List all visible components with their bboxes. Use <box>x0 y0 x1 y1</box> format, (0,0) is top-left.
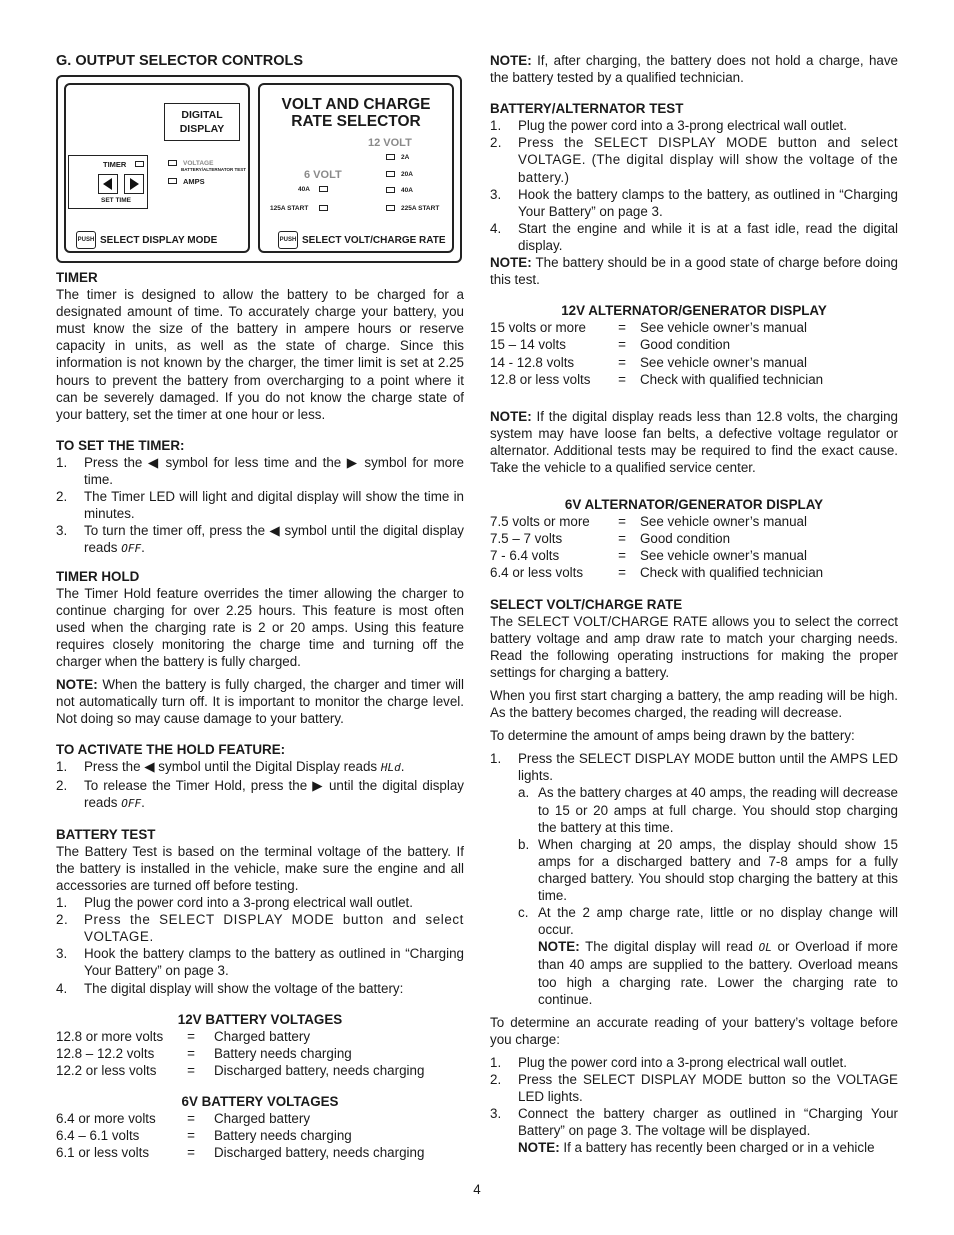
12-volt-label: 12 VOLT <box>368 137 412 149</box>
display-code: OFF <box>121 542 142 556</box>
list-item: 3. Connect the battery charger as outlined in “Charging Your Battery” on page 3. The voltage will be displayed. NOTE: If a battery has recently been charged or in a vehicle <box>490 1106 898 1156</box>
amps-label: AMPS <box>183 177 205 186</box>
list-item: b. When charging at 20 amps, the display should show 15 amps for a discharged battery and 7-8 amps for a fully charged battery. You should stop charging the battery at this time. <box>518 836 898 904</box>
6v-alternator-display-table <box>490 513 898 581</box>
note-low-voltage: NOTE: If the digital display reads less than 12.8 volts, the charging system may have loose fan belts, a defective voltage regulator or alternator. Additional tests may be required to find the exact cause. Take the vehicle to a qualified service center. <box>490 408 898 475</box>
40a-12v-led <box>386 187 395 193</box>
list-item: 1. Plug the power cord into a 3-prong electrical wall outlet. <box>56 895 413 911</box>
battery-alternator-test-label: BATTERY/ALTERNATOR TEST <box>181 167 246 172</box>
table-row: 6.4 or less volts = Check with qualified technician <box>490 565 824 581</box>
12v-alternator-display-table <box>490 319 898 387</box>
timer-text: The timer is designed to allow the battery to be charged for a designated amount of time. To accurately charge your battery, you must know the size of the battery in ampere hours or reserve capacity in units, as well as the state of charge. Since this information is not known by the charger, the timer limit is set at 2.25 hours to prevent the battery from overcharging to a point where it can be severely damaged. If you do not know the charge state of your battery, set the timer at one hour or less. <box>56 287 464 422</box>
list-item: c. At the 2 amp charge rate, little or no display change will occur. NOTE: The digital display will read OL or Overload if more than 40 amps are supplied to the battery. Overload means too high a charging rate. Lower the charging rate to continue. <box>518 905 898 1007</box>
voltage-led <box>168 160 177 166</box>
page-number: 4 <box>473 1182 481 1197</box>
list-item: 1. Press the ◀ symbol for less time and the ▶ symbol for more time. <box>56 454 464 488</box>
list-item: 2. To release the Timer Hold, press the ▶ until the digital display reads OFF. <box>56 777 464 810</box>
section-title: G. OUTPUT SELECTOR CONTROLS <box>56 53 304 69</box>
select-display-mode-push-button[interactable]: PUSH <box>76 231 96 249</box>
list-item: 4. Start the engine and while it is at a fast idle, read the digital display. <box>490 220 898 253</box>
125a-start-led <box>319 205 328 211</box>
12v-alternator-display-title: 12V ALTERNATOR/GENERATOR DISPLAY <box>561 303 827 319</box>
table-row: 12.2 or less volts = Discharged battery, needs charging <box>56 1062 425 1078</box>
40a-6v-label: 40A <box>298 186 310 193</box>
voltage-steps <box>490 1054 898 1157</box>
table-row: 6.4 – 6.1 volts = Battery needs charging <box>56 1128 352 1144</box>
select-volt-charge-text-2: When you first start charging a battery, the amp reading will be high. As the battery becomes charged, the reading will decrease. <box>490 688 898 721</box>
hold-note: NOTE: When the battery is fully charged, the charger and timer will not automatically turn off. It is important to monitor the charge level. Not doing so may cause damage to your battery. <box>56 677 464 727</box>
timer-decrease-button[interactable] <box>98 174 118 194</box>
6v-battery-voltages-table <box>56 1110 464 1161</box>
225a-start-label: 225A START <box>401 205 440 212</box>
activate-hold-steps <box>56 758 464 811</box>
125a-start-label: 125A START <box>270 205 309 212</box>
12v-battery-voltages-table <box>56 1028 464 1079</box>
225a-start-led <box>386 205 395 211</box>
list-item: 4. The digital display will show the voltage of the battery: <box>56 980 404 996</box>
output-selector-panel <box>56 75 462 263</box>
amps-led <box>168 178 177 184</box>
list-item: 3. Hook the battery clamps to the battery as outlined in “Charging Your Battery” on page 3. <box>56 946 464 979</box>
note-good-state: NOTE: The battery should be in a good state of charge before doing this test. <box>490 255 898 288</box>
set-timer-steps <box>56 454 464 558</box>
right-column <box>490 52 898 1156</box>
volt-charge-panel <box>258 83 454 253</box>
list-item: 3. Hook the battery clamps to the battery, as outlined in “Charging Your Battery” on page 3. <box>490 186 898 219</box>
volt-charge-title-2: RATE SELECTOR <box>291 113 421 130</box>
6v-alternator-display-title: 6V ALTERNATOR/GENERATOR DISPLAY <box>564 497 824 513</box>
select-volt-charge-heading: SELECT VOLT/CHARGE RATE <box>490 596 683 612</box>
activate-hold-heading: TO ACTIVATE THE HOLD FEATURE: <box>56 742 286 758</box>
6v-battery-voltages-title: 6V BATTERY VOLTAGES <box>181 1094 339 1110</box>
select-display-mode-label: SELECT DISPLAY MODE <box>100 235 218 246</box>
table-row: 15 – 14 volts = Good condition <box>490 337 731 353</box>
battery-test-steps <box>56 894 464 997</box>
voltage-intro: To determine an accurate reading of your battery’s voltage before you charge: <box>490 1014 898 1047</box>
table-row: 7.5 volts or more = See vehicle owner’s manual <box>490 514 807 530</box>
list-item: 1. Plug the power cord into a 3-prong electrical wall outlet. <box>490 1054 847 1070</box>
6-volt-label: 6 VOLT <box>304 169 342 181</box>
40a-6v-led <box>319 186 328 192</box>
battery-alternator-test-steps <box>490 117 898 254</box>
battery-test-text: The Battery Test is based on the terminal voltage of the battery. If the battery is installed in the vehicle, make sure the engine and all accessories are turned off before testing. <box>56 843 464 893</box>
40a-12v-label: 40A <box>401 187 413 194</box>
table-row: 15 volts or more = See vehicle owner’s manual <box>490 320 807 336</box>
voltage-label: VOLTAGE <box>183 160 214 167</box>
digital-display-label: DIGITAL <box>181 109 223 121</box>
timer-increase-button[interactable] <box>124 174 144 194</box>
timer-label: TIMER <box>103 160 127 169</box>
table-row: 12.8 or more volts = Charged battery <box>56 1028 311 1044</box>
list-item: 2. Press the SELECT DISPLAY MODE button so the VOLTAGE LED lights. <box>490 1071 898 1105</box>
set-time-label: SET TIME <box>101 197 131 204</box>
right-arrow-icon <box>125 175 143 193</box>
battery-alternator-test-heading: BATTERY/ALTERNATOR TEST <box>490 101 684 117</box>
battery-test-heading: BATTERY TEST <box>56 826 156 842</box>
final-note: NOTE: If a battery has recently been charged or in a vehicle <box>518 1140 875 1156</box>
2a-label: 2A <box>401 154 410 161</box>
table-row: 12.8 – 12.2 volts = Battery needs charging <box>56 1045 352 1061</box>
timer-led <box>135 161 144 167</box>
overload-note: NOTE: The digital display will read OL or Overload if more than 40 amps are supplied to the battery. Overload means too high a charging rate. Lower the charging rate to continue. <box>538 939 898 1007</box>
select-volt-charge-label: SELECT VOLT/CHARGE RATE <box>302 235 446 246</box>
note-hold-charge: NOTE: If, after charging, the battery does not hold a charge, have the battery tested by a qualified technician. <box>490 53 898 86</box>
2a-led <box>386 154 395 160</box>
list-item: 1. Press the ◀ symbol until the Digital Display reads HLd. <box>56 759 405 775</box>
table-row: 14 - 12.8 volts = See vehicle owner’s manual <box>490 354 807 370</box>
table-row: 7.5 – 7 volts = Good condition <box>490 531 731 547</box>
table-row: 12.8 or less volts = Check with qualified technician <box>490 371 824 387</box>
digital-display-label-2: DISPLAY <box>179 123 225 135</box>
volt-charge-title: VOLT AND CHARGE <box>281 96 431 113</box>
20a-label: 20A <box>401 171 413 178</box>
list-item: 2. Press the SELECT DISPLAY MODE button and select VOLTAGE. (The digital display will show the voltage of the battery.) <box>490 135 898 185</box>
20a-led <box>386 171 395 177</box>
12v-battery-voltages-title: 12V BATTERY VOLTAGES <box>177 1011 343 1027</box>
display-mode-panel <box>64 83 250 253</box>
table-row: 7 - 6.4 volts = See vehicle owner’s manual <box>490 548 807 564</box>
timer-hold-text: The Timer Hold feature overrides the timer allowing the charger to continue charging for over 2.25 hours. This feature is most often used when the charging rate is 2 or 20 amps. Using this feature requires closely monitoring the charge time and turning off the charger when the battery is fully charged. <box>56 585 464 669</box>
left-arrow-icon <box>99 175 117 193</box>
table-row: 6.1 or less volts = Discharged battery, needs charging <box>56 1145 425 1161</box>
timer-heading: TIMER <box>56 270 98 285</box>
timer-hold-heading: TIMER HOLD <box>56 568 140 584</box>
table-row: 6.4 or more volts = Charged battery <box>56 1111 311 1127</box>
timer-box <box>68 155 148 209</box>
list-item: a. As the battery charges at 40 amps, the reading will decrease to 15 or 20 amps at full charge. You should stop charging the battery at this time. <box>518 785 898 835</box>
amps-steps <box>490 750 898 1007</box>
list-item: 3. To turn the timer off, press the ◀ symbol until the digital display reads OFF. <box>56 523 464 556</box>
list-item: 1. Press the SELECT DISPLAY MODE button until the AMPS LED lights. a. As the battery charges at 40 amps, the reading will decrease to 15 or 20 amps at full charge. You should stop charging the battery at this time. b. When charging at 20 amps, the display should show 15 amps for a discharged battery and 7-8 amps for a fully charged battery. You should stop charging the battery at this time. c. At the 2 amp charge rate, little or no display change will occur. NOTE: The digital display will read OL or Overload if more than 40 amps are supplied to the battery. Overload means too high a charging rate. Lower the charging rate to continue. <box>490 751 898 1007</box>
amps-sub-steps <box>518 784 898 1007</box>
select-volt-charge-push-button[interactable]: PUSH <box>278 231 298 249</box>
list-item: 2. Press the SELECT DISPLAY MODE button and select VOLTAGE. <box>56 912 464 945</box>
list-item: 1. Plug the power cord into a 3-prong electrical wall outlet. <box>490 118 847 134</box>
select-volt-charge-text-3: To determine the amount of amps being drawn by the battery: <box>490 728 855 744</box>
left-column <box>56 269 464 1161</box>
set-timer-heading: TO SET THE TIMER: <box>56 437 185 453</box>
list-item: 2. The Timer LED will light and digital display will show the time in minutes. <box>56 489 464 522</box>
digital-display-box <box>164 103 240 141</box>
select-volt-charge-text: The SELECT VOLT/CHARGE RATE allows you to select the correct battery voltage and amp draw rate to match your charging needs. Read the following operating instructions for making the proper settings for charging a battery. <box>490 613 898 680</box>
